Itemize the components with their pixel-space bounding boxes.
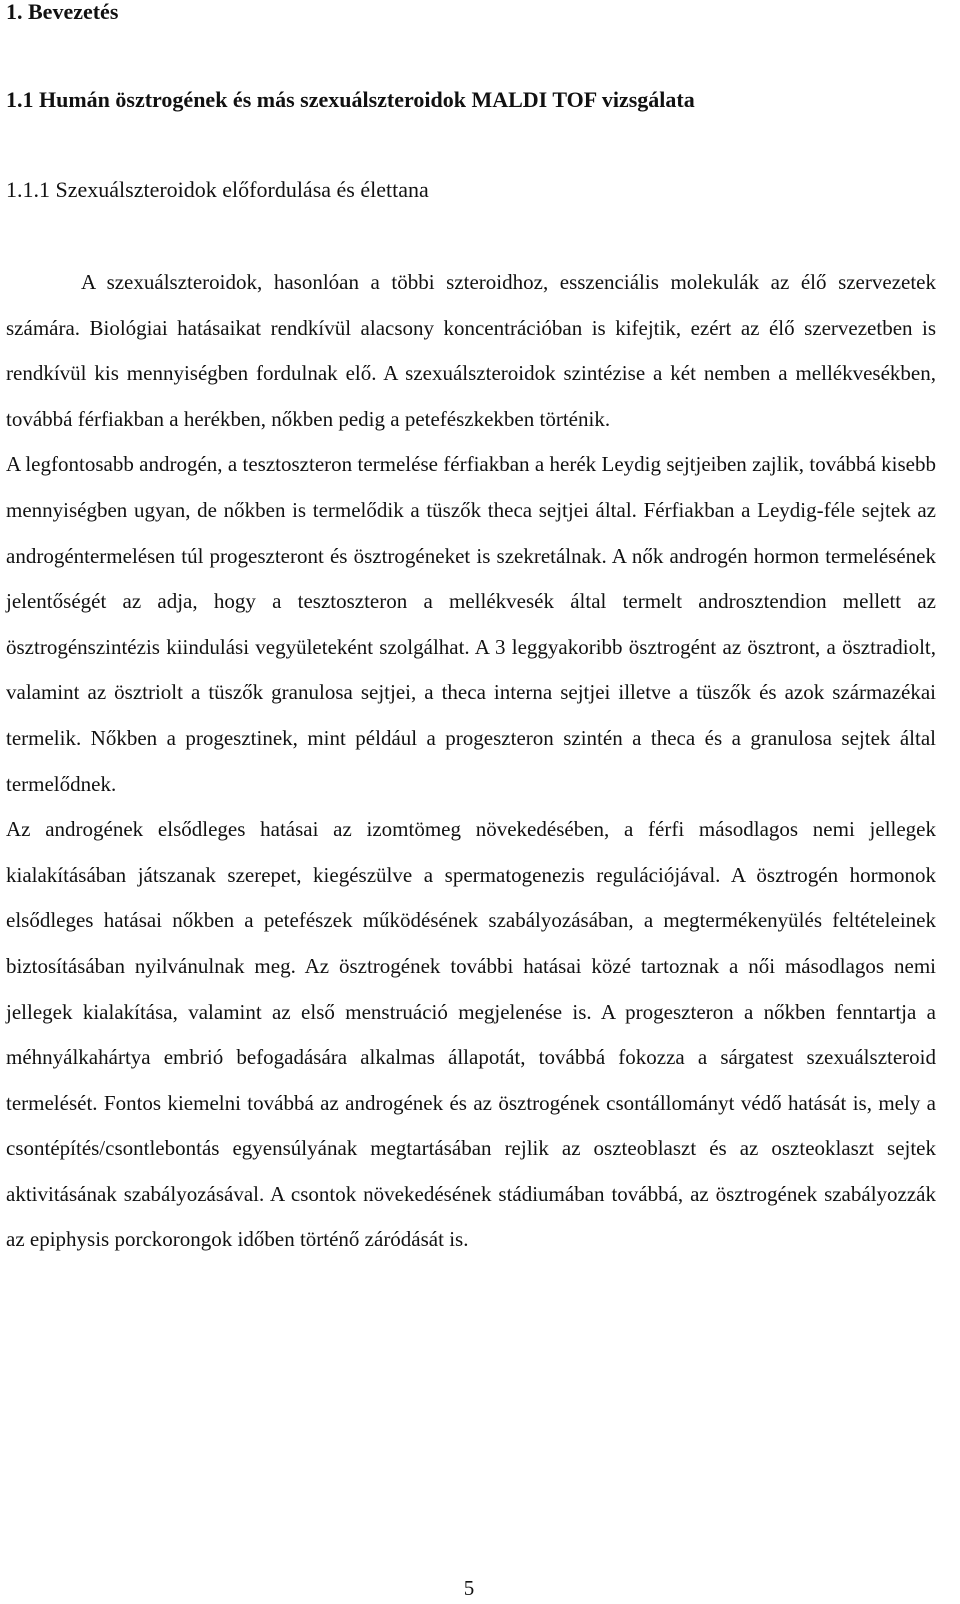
section-heading: 1.1 Humán ösztrogének és más szexuálszteroidok MALDI TOF vizsgálata xyxy=(6,87,695,112)
chapter-heading: 1. Bevezetés xyxy=(6,0,119,24)
page-number: 5 xyxy=(463,1576,475,1600)
paragraph-androgen-production: A legfontosabb androgén, a tesztoszteron termelése férfiakban a herék Leydig sejtjeiben zajlik, továbbá kisebb mennyiségben ugyan, de nőkben is termelődik a tüszők theca sejtjei által. Férfiakban a Leydig-féle sejtek az androgéntermelésen túl progeszteront és ösztrogéneket is szekretálnak. A nők androgén hormon termelésének jelentőségét az adja, hogy a tesztoszteron a mellékvesék által termelt androsztendion mellett az ösztrogénszintézis kiindulási vegyületeként szolgálhat. A 3 leggyakoribb ösztrogént az ösztront, a ösztradiolt, valamint az ösztriolt a tüszők granulosa sejtjei, a theca interna sejtjei illetve a tüszők és azok származékai termelik. Nőkben a progesztinek, mint például a progeszteron szintén a theca és a granulosa sejtek által termelődnek. xyxy=(6,452,936,796)
subsection-heading: 1.1.1 Szexuálszteroidok előfordulása és élettana xyxy=(6,177,429,202)
body-text xyxy=(6,260,936,1263)
paragraph-hormone-effects: Az androgének elsődleges hatásai az izomtömeg növekedésében, a férfi másodlagos nemi jellegek kialakításában játszanak szerepet, kiegészülve a spermatogenezis regulációjával. A ösztrogén hormonok elsődleges hatásai nőkben a petefészek működésének szabályozásában, a megtermékenyülés feltételeinek biztosításában nyilvánulnak meg. Az ösztrogének további hatásai közé tartoznak a női másodlagos nemi jellegek kialakítása, valamint az első menstruáció megjelenése is. A progeszteron a nőkben fenntartja a méhnyálkahártya embrió befogadására alkalmas állapotát, továbbá fokozza a sárgatest szexuálszteroid termelését. Fontos kiemelni továbbá az androgének és az ösztrogének csontállományt védő hatását is, mely a csontépítés/csontlebontás egyensúlyának megtartásában rejlik az oszteoblaszt és az oszteoklaszt sejtek aktivitásának szabályozásával. A csontok növekedésének stádiumában továbbá, az ösztrogének szabályozzák az epiphysis porckorongok időben történő záródását is. xyxy=(6,817,936,1252)
paragraph-intro: A szexuálszteroidok, hasonlóan a többi szteroidhoz, esszenciális molekulák az élő szervezetek számára. Biológiai hatásaikat rendkívül alacsony koncentrációban is kifejtik, ezért az élő szervezetben is rendkívül kis mennyiségben fordulnak elő. A szexuálszteroidok szintézise a két nemben a mellékvesékben, továbbá férfiakban a herékben, nőkben pedig a petefészkekben történik. xyxy=(6,270,936,431)
